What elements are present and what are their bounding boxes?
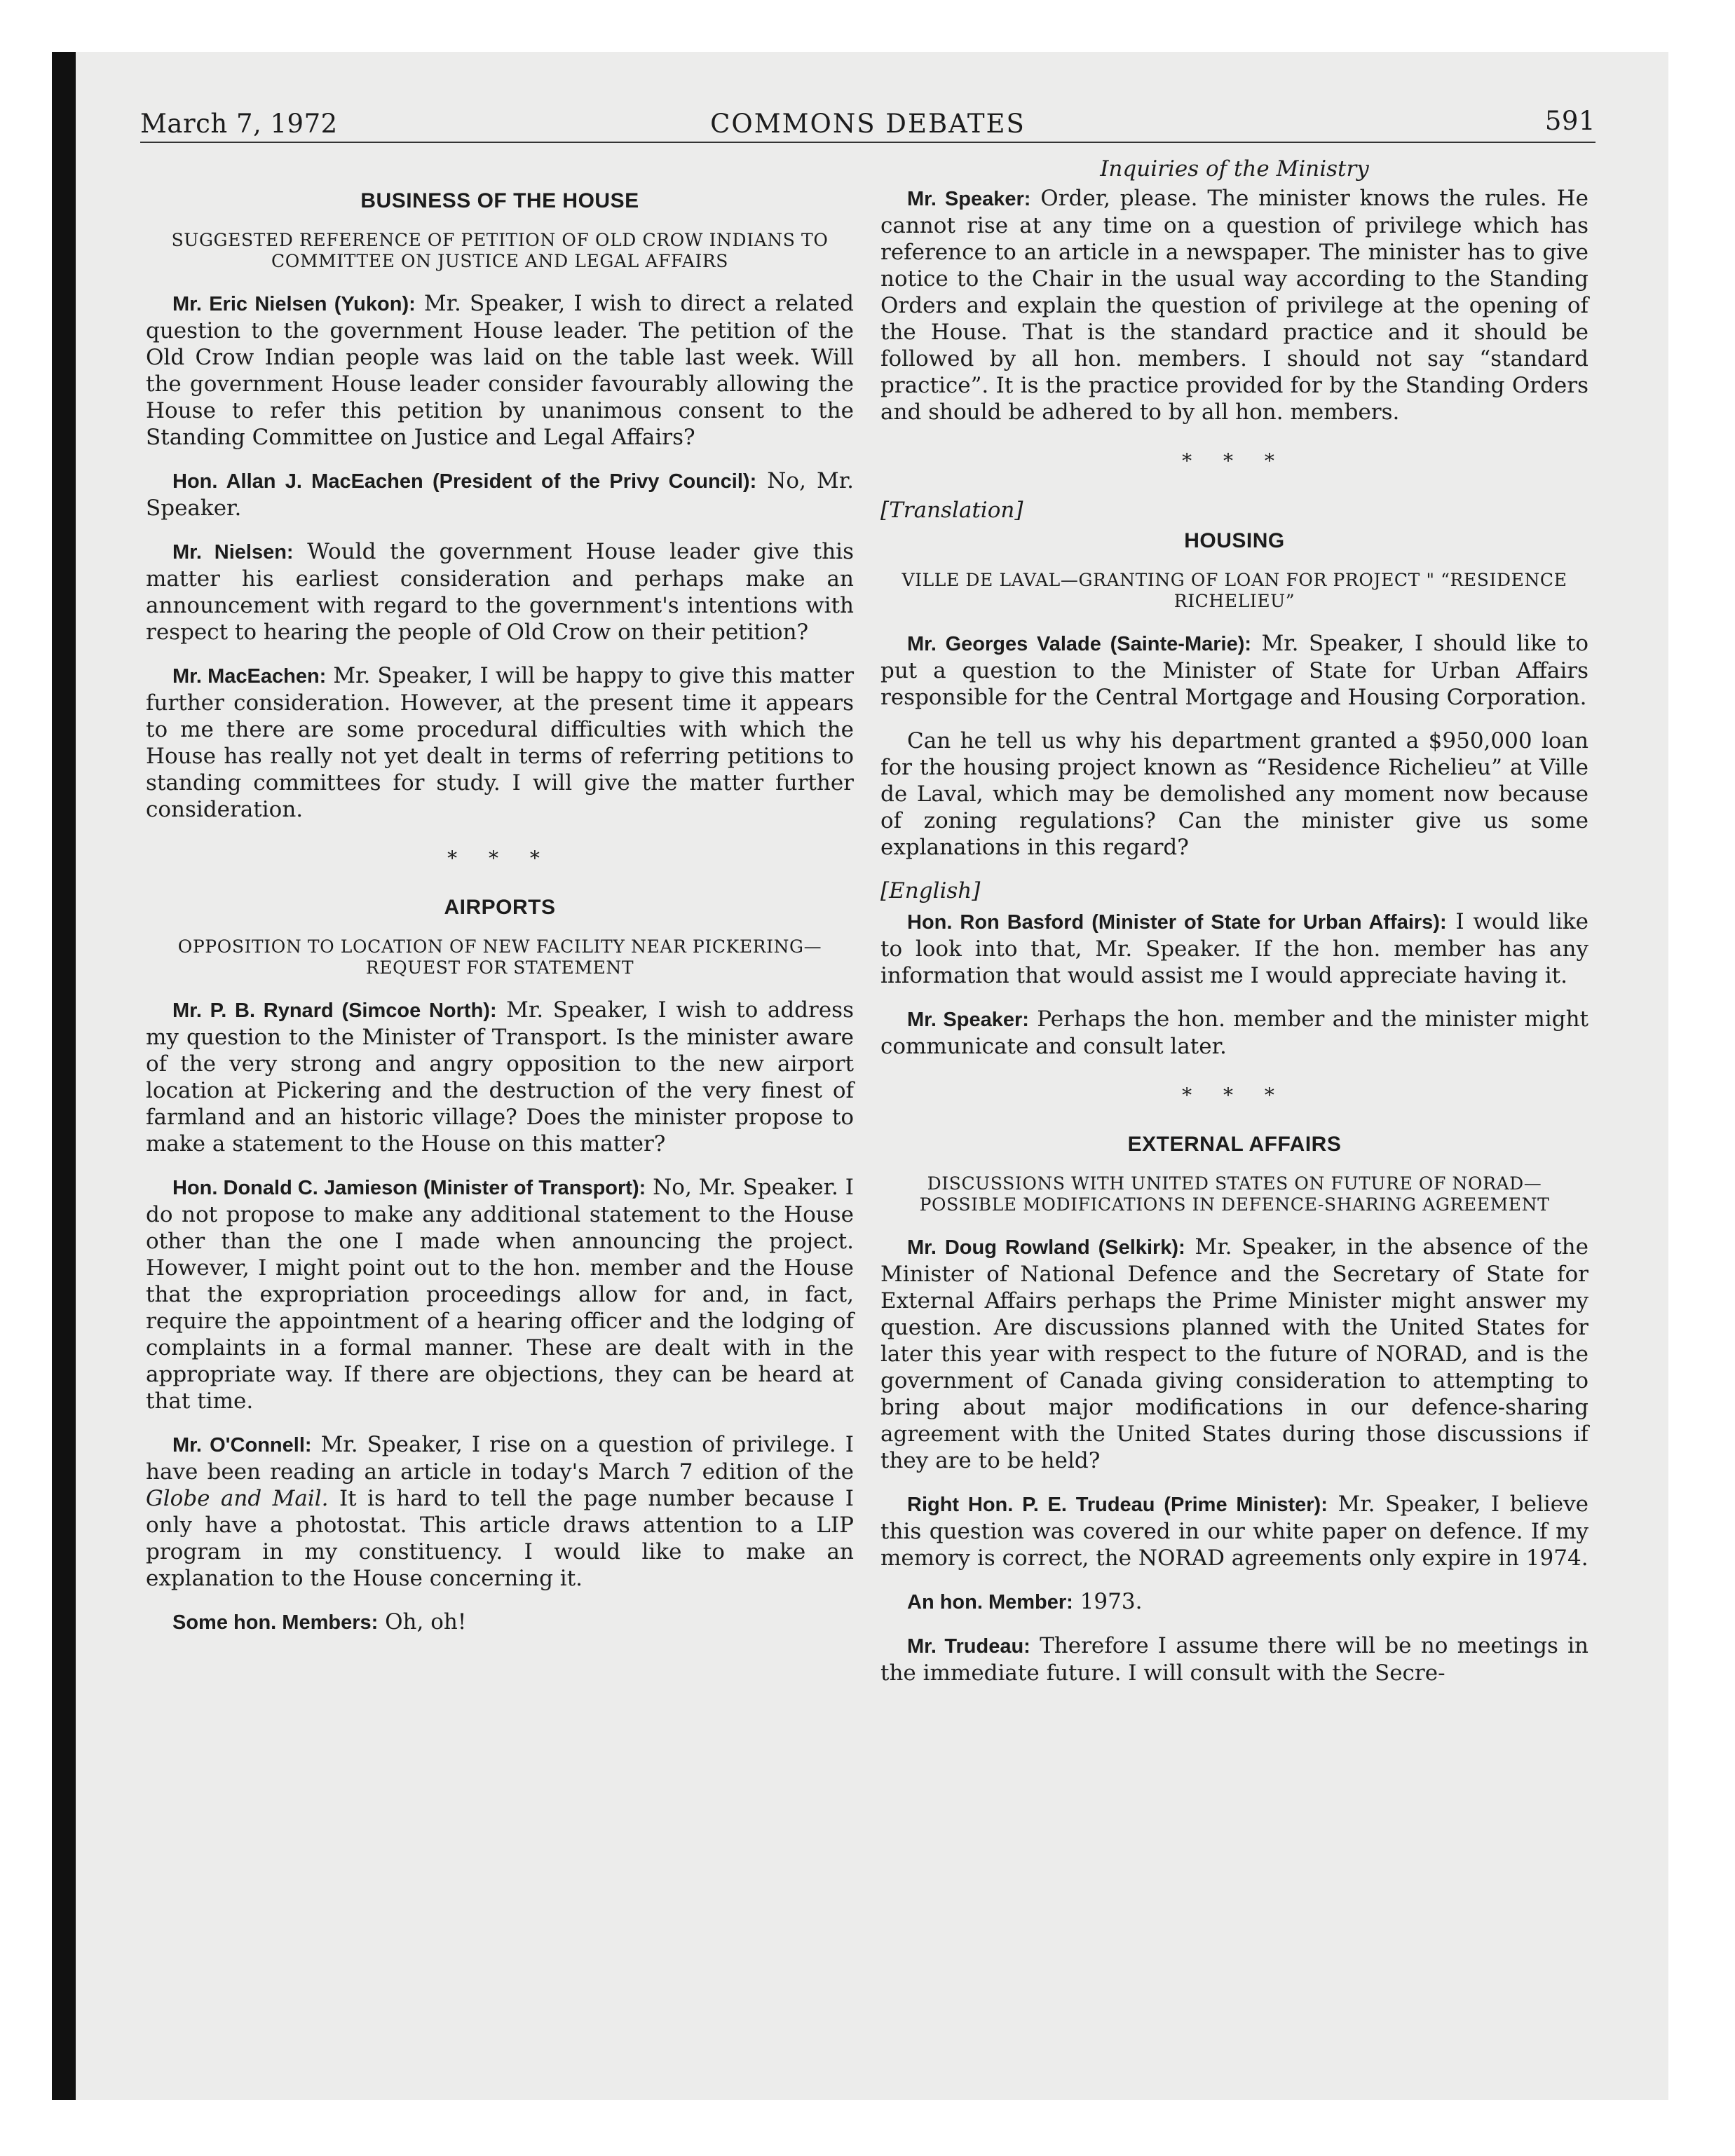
speech-rynard [146, 997, 854, 1157]
inquiries-heading: Inquiries of the Ministry [1100, 156, 1369, 182]
subheading-old-crow-petition: SUGGESTED REFERENCE OF PETITION OF OLD CROW INDIANS TO COMMITTEE ON JUSTICE AND LEGAL AFFAIRS [171, 230, 829, 271]
speech-text: Perhaps the hon. member and the minister might communicate and consult later. [880, 1007, 1588, 1059]
speech-text: I would like to look into that, Mr. Speaker. If the hon. member has any information that would assist me I would appreciate having it. [880, 909, 1588, 988]
speaker-name: Mr. Trudeau: [907, 1635, 1030, 1658]
subheading-ville-de-laval: VILLE DE LAVAL—GRANTING OF LOAN FOR PROJECT " “RESIDENCE RICHELIEU” [901, 570, 1567, 611]
speech-maceachen-2 [146, 662, 854, 823]
speech-basford [880, 908, 1588, 989]
english-marker: [English] [880, 878, 981, 903]
speaker-name: Hon. Donald C. Jamieson (Minister of Transport): [172, 1177, 646, 1199]
speech-text: Mr. Speaker, I believe this question was covered in our white paper on defence. If my memory is correct, the NORAD agreements only expire in 1974. [880, 1492, 1588, 1571]
speech-text: Oh, oh! [385, 1609, 467, 1635]
speech-text: No, Mr. Speaker. [146, 468, 854, 521]
speech-text: Order, please. The minister knows the rules. He cannot rise at any time on a question of privilege which has reference to an article in a newspaper. The minister has to give notice to the Chair in the usual way according to the Standing Orders and explain the question of privilege at the opening of the House. That is the standard practice and it should be followed by all hon. members. I should not say “standard practice”. It is the practice provided for by the Standing Orders and should be adhered to by all hon. members. [880, 186, 1588, 425]
speech-nielsen [146, 290, 854, 451]
header-journal-title: COMMONS DEBATES [710, 109, 1026, 139]
speech-nielsen-2 [146, 538, 854, 646]
speech-hon-member [880, 1588, 1588, 1616]
speech-text: Would the government House leader give this matter his earliest consideration and perhaps make an announcement with regard to the government's intentions with respect to hearing the people of Old Crow on their petition? [146, 539, 855, 645]
section-title-business: BUSINESS OF THE HOUSE [360, 189, 639, 212]
speech-valade [880, 630, 1588, 711]
header-page-number: 591 [1544, 106, 1595, 136]
speech-text: Mr. Speaker, I will be happy to give this matter further consideration. However, at the present time it appears to me there are some procedural difficulties with which the House has really not yet dealt in terms of referring petitions to standing committees for study. I will give the matter further consideration. [146, 663, 855, 822]
section-separator: * * * [1182, 449, 1287, 472]
speech-text: Mr. Speaker, I wish to address my question to the Minister of Transport. Is the minister aware of the very strong and angry opposition to the new airport location at Pickering and the destruction of the very finest of farmland and an historic village? Does the minister propose to make a statement to the House on this matter? [146, 997, 854, 1157]
speaker-name: Mr. MacEachen: [172, 665, 327, 688]
subheading-pickering: OPPOSITION TO LOCATION OF NEW FACILITY NEAR PICKERING—REQUEST FOR STATEMENT [177, 936, 822, 978]
speech-text: Mr. Speaker, I should like to put a question to the Minister of State for Urban Affairs responsible for the Central Mortgage and Housing Corporation. [880, 631, 1588, 710]
speech-rowland [880, 1234, 1588, 1474]
speaker-name: Some hon. Members: [172, 1611, 379, 1634]
left-column [146, 188, 854, 1653]
running-header [140, 102, 1595, 143]
speech-members [146, 1609, 854, 1636]
section-separator: * * * [447, 847, 552, 870]
speaker-name: An hon. Member: [907, 1591, 1073, 1613]
speaker-name: Right Hon. P. E. Trudeau (Prime Minister): [907, 1494, 1328, 1516]
speech-text: Mr. Speaker, I wish to direct a related question to the government House leader. The petition of the Old Crow Indian people was laid on the table last week. Will the government House leader consider favourably allowing the House to refer this petition by unanimous consent to the Standing Committee on Justice and Legal Affairs? [146, 291, 855, 450]
section-title-external-affairs: EXTERNAL AFFAIRS [1127, 1133, 1342, 1156]
right-column [880, 156, 1588, 1703]
speaker-name: Mr. Speaker: [907, 1009, 1029, 1031]
speech-text: Mr. Speaker, I rise on a question of privilege. I have been reading an article in today's March 7 edition of the [146, 1432, 854, 1485]
speaker-name: Mr. Speaker: [907, 188, 1031, 210]
speech-jamieson [146, 1174, 854, 1414]
speech-text: Can he tell us why his department granted a $950,000 loan for the housing project known as “Residence Richelieu” at Ville de Laval, which may be demolished any moment now because of zoning regulations? Can the minister give us some explanations in this regard? [880, 728, 1588, 860]
speaker-name: Mr. Nielsen: [172, 541, 294, 564]
speech-trudeau-2 [880, 1632, 1588, 1686]
speaker-name: Hon. Allan J. MacEachen (President of the Privy Council): [172, 470, 757, 493]
speech-trudeau [880, 1491, 1588, 1571]
translation-marker: [Translation] [880, 498, 1023, 523]
speaker-name: Mr. Georges Valade (Sainte-Marie): [907, 633, 1252, 655]
speech-text: Mr. Speaker, in the absence of the Minister of National Defence and the Secretary of State for External Affairs perhaps the Prime Minister might answer my question. Are discussions planned with the United States for later this year with respect to the future of NORAD, and is the government of Canada giving consideration to attempting to bring about major modifications in our defence-sharing agreement with the United States during those discussions if they are to be held? [880, 1234, 1588, 1473]
section-separator: * * * [1182, 1084, 1287, 1107]
speaker-name: Mr. P. B. Rynard (Simcoe North): [172, 999, 497, 1022]
speech-text: Therefore I assume there will be no meetings in the immediate future. I will consult with the Secre- [880, 1633, 1588, 1686]
speech-text: It is hard to tell the page number because I only have a photostat. This article draws attention to a LIP program in my constituency. I would like to make an explanation to the House concerning it. [146, 1486, 854, 1591]
speech-text: No, Mr. Speaker. I do not propose to make any additional statement to the House other than the one I made when announcing the project. However, I might point out to the hon. member and the House that the expropriation proceedings allow for and, in fact, require the appointment of a hearing officer and the lodging of complaints in a formal manner. These are dealt with in the appropriate way. If there are objections, they can be heard at that time. [146, 1175, 855, 1414]
subheading-norad: DISCUSSIONS WITH UNITED STATES ON FUTURE OF NORAD—POSSIBLE MODIFICATIONS IN DEFENCE-SHARING AGREEMENT [919, 1173, 1550, 1215]
speaker-name: Mr. Eric Nielsen (Yukon): [172, 293, 416, 315]
speech-valade-2 [880, 728, 1588, 861]
speech-speaker [880, 185, 1588, 425]
speech-speaker-2 [880, 1006, 1588, 1060]
speaker-name: Mr. O'Connell: [172, 1434, 312, 1456]
speech-maceachen [146, 468, 854, 521]
section-title-airports: AIRPORTS [444, 896, 556, 919]
header-date: March 7, 1972 [140, 109, 338, 139]
speaker-name: Mr. Doug Rowland (Selkirk): [907, 1236, 1185, 1259]
section-title-housing: HOUSING [1184, 529, 1285, 552]
newspaper-title: Globe and Mail. [146, 1486, 329, 1511]
speech-text: 1973. [1080, 1589, 1143, 1614]
speech-oconnell [146, 1431, 854, 1592]
speaker-name: Hon. Ron Basford (Minister of State for Urban Affairs): [907, 911, 1447, 934]
